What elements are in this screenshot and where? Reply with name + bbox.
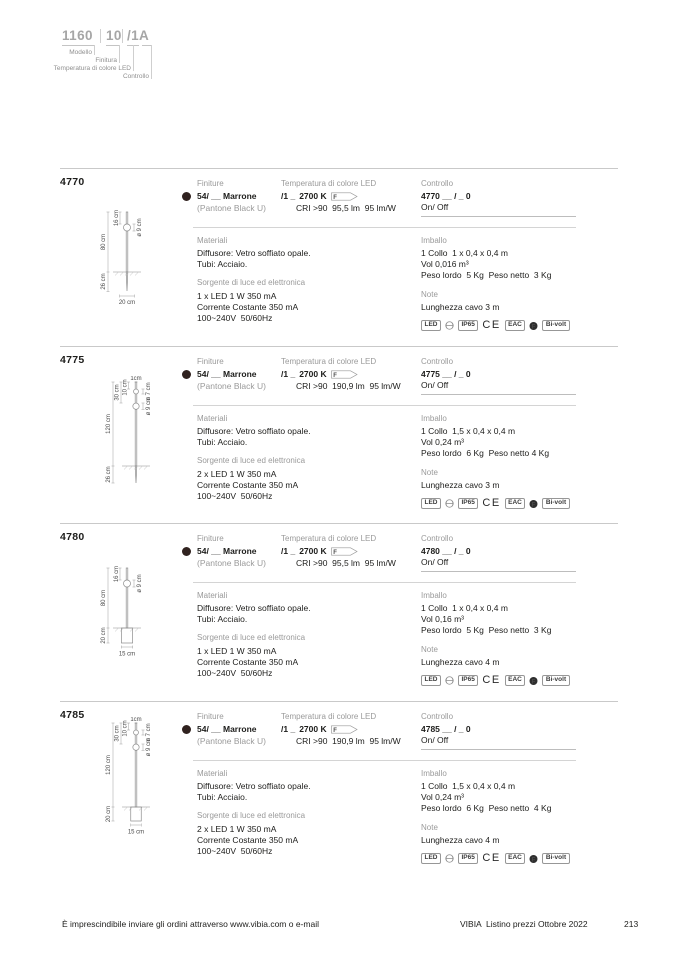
page-number: 213 [624,919,639,929]
temp-code: /1 _ [281,191,296,202]
finish-row [182,369,282,380]
cri-specs: CRI >90 95,5 lm 95 lm/W [296,558,396,569]
pantone-note: (Pantone Black U) [197,203,266,214]
globe-icon [445,321,454,330]
product-section [0,523,677,701]
kelvin-value: 2700 K [299,191,327,202]
badge-ip65: IP65 [458,675,478,687]
finish-swatch [182,547,191,556]
certification-badges [421,675,616,687]
material-line: Tubi: Acciaio. [197,614,248,625]
svg-text:F: F [332,373,337,380]
dimension-label: 16 cm [114,565,120,583]
dimension-label: 80 cm [101,589,107,607]
light-source-heading: Sorgente di luce ed elettronica [197,633,306,643]
svg-text:F: F [532,324,536,331]
source-line: 1 x LED 1 W 350 mA [197,290,277,301]
legend-code-modello: 1160 [62,28,93,43]
dimension-label: 26 cm [106,466,112,483]
svg-text:F: F [332,550,337,557]
materials-heading: Materiali [197,414,228,423]
kelvin-value: 2700 K [299,369,327,380]
column-rule [193,582,576,583]
packaging-line: Vol 0,24 m³ [421,437,464,448]
kelvin-value: 2700 K [299,724,327,735]
led-temp-heading: Temperatura di colore LED [281,357,377,366]
packaging-heading: Imballo [421,769,447,778]
column-rule [193,227,576,228]
control-heading: Controllo [421,179,454,188]
f-mark-icon [529,321,538,331]
dimension-label: 20 cm [106,805,112,823]
f-tag-icon [331,192,358,201]
packaging-column [421,769,616,864]
packaging-line: Vol 0,016 m³ [421,259,469,270]
light-source-heading: Sorgente di luce ed elettronica [197,456,306,466]
led-temp-heading: Temperatura di colore LED [281,712,377,721]
legend-dash [142,45,151,46]
dimension-label: 120 cm [106,755,112,775]
packaging-line: Vol 0,16 m³ [421,614,464,625]
badge-eac: EAC [505,320,526,332]
legend-label-controllo: Controllo [122,73,149,80]
source-line: 1 x LED 1 W 350 mA [197,645,277,656]
dimension-label: 10 cm [122,720,129,737]
product-code: 4785 [60,709,85,721]
legend-tick [133,45,134,71]
badge-eac: EAC [505,498,526,510]
note-line: Lunghezza cavo 3 m [421,479,500,490]
footer-catalog-title: VIBIA Listino prezzi Ottobre 2022 [460,919,588,929]
finish-column [182,712,282,747]
badge-ip65: IP65 [458,320,478,332]
product-code: 4780 [60,531,85,543]
material-line: Tubi: Acciaio. [197,437,248,448]
badge-eac: EAC [505,675,526,687]
packaging-heading: Imballo [421,591,447,600]
certification-badges [421,320,616,332]
led-temp-value [281,191,421,202]
section-rule [60,701,618,702]
finish-row [182,191,282,202]
dimension-label: ø 9 cm [146,397,152,416]
dimension-label: ø 7 cm [146,723,152,742]
material-line: Tubi: Acciaio. [197,259,248,270]
control-heading: Controllo [421,357,454,366]
product-diagram [93,563,193,659]
legend-code-finitura: 10 [106,28,122,43]
note-line: Lunghezza cavo 4 m [421,656,500,667]
led-temp-column [281,357,421,392]
dimension-label: 20 cm [118,300,136,306]
section-rule [60,346,618,347]
svg-text:F: F [532,857,536,864]
kelvin-value: 2700 K [299,546,327,557]
product-section [0,701,677,879]
control-code: 4770 __ / _ 0 [421,191,471,202]
dimension-label: 30 cm [114,725,121,742]
packaging-line: 1 Collo 1,5 x 0,4 x 0,4 m [421,781,516,792]
svg-text:F: F [532,502,536,509]
note-heading: Note [421,467,438,477]
legend-label-modello: Modello [69,49,92,56]
f-mark-icon [529,854,538,864]
dimension-label: ø 9 cm [137,574,143,593]
finish-swatch [182,725,191,734]
note-line: Lunghezza cavo 4 m [421,834,500,845]
control-mode: On/ Off [421,380,576,395]
dimension-label: ø 7 cm [146,382,152,401]
pantone-note: (Pantone Black U) [197,558,266,569]
column-rule [193,760,576,761]
finish-swatch [182,192,191,201]
ce-mark: CE [482,497,501,510]
finish-label: 54/ __ Marrone [197,191,257,202]
badge-ip65: IP65 [458,498,478,510]
light-source-heading: Sorgente di luce ed elettronica [197,278,306,288]
badge-bivolt: Bi-volt [542,675,569,687]
led-temp-column [281,179,421,214]
badge-led: LED [421,853,441,865]
source-line: 100~240V 50/60Hz [197,490,273,501]
finish-row [182,546,282,557]
led-temp-column [281,712,421,747]
led-temp-heading: Temperatura di colore LED [281,534,377,543]
packaging-line: Peso lordo 6 Kg Peso netto 4 Kg [421,803,552,814]
materials-heading: Materiali [197,769,228,778]
badge-bivolt: Bi-volt [542,853,569,865]
ce-mark: CE [482,674,501,687]
finish-column [182,179,282,214]
finish-label: 54/ __ Marrone [197,369,257,380]
materials-column [197,414,382,502]
finish-heading: Finiture [197,357,224,366]
svg-text:F: F [532,679,536,686]
control-code: 4780 __ / _ 0 [421,546,471,557]
dimension-label: ø 9 cm [137,218,143,237]
badge-eac: EAC [505,853,526,865]
note-heading: Note [421,644,438,654]
product-code: 4775 [60,354,85,366]
control-column [421,179,576,217]
material-line: Diffusore: Vetro soffiato opale. [197,426,311,437]
note-heading: Note [421,822,438,832]
ce-mark: CE [482,319,501,332]
column-rule [193,405,576,406]
source-line: 100~240V 50/60Hz [197,667,273,678]
globe-icon [445,499,454,508]
materials-column [197,769,382,857]
temp-code: /1 _ [281,369,296,380]
packaging-column [421,236,616,331]
footer-order-note: È imprescindibile inviare gli ordini attraverso www.vibia.com o e-mail [62,919,319,929]
globe-icon [445,676,454,685]
finish-swatch [182,370,191,379]
finish-label: 54/ __ Marrone [197,724,257,735]
materials-column [197,236,382,324]
finish-row [182,724,282,735]
packaging-column [421,591,616,686]
dimension-label: 26 cm [101,273,107,290]
f-tag-icon [331,725,358,734]
dimension-label: 15 cm [118,651,136,658]
pantone-note: (Pantone Black U) [197,736,266,747]
section-rule [60,523,618,524]
control-heading: Controllo [421,712,454,721]
dimension-label: 1cm [130,717,142,723]
temp-code: /1 _ [281,546,296,557]
finish-column [182,534,282,569]
cri-specs: CRI >90 190,9 lm 95 lm/W [296,381,401,392]
materials-heading: Materiali [197,236,228,245]
legend-tick [151,45,152,79]
control-code: 4775 __ / _ 0 [421,369,471,380]
finish-column [182,357,282,392]
badge-ip65: IP65 [458,853,478,865]
packaging-line: 1 Collo 1,5 x 0,4 x 0,4 m [421,426,516,437]
certification-badges [421,853,616,865]
packaging-line: Peso lordo 6 Kg Peso netto 4 Kg [421,448,550,459]
product-diagram [93,207,193,307]
ce-mark: CE [482,852,501,865]
legend-tick [119,45,120,63]
legend-tick [94,45,95,55]
packaging-line: 1 Collo 1 x 0,4 x 0,4 m [421,603,508,614]
packaging-line: Vol 0,24 m³ [421,792,464,803]
source-line: Corrente Costante 350 mA [197,834,299,845]
source-line: Corrente Costante 350 mA [197,479,299,490]
dimension-label: ø 9 cm [146,738,152,757]
packaging-line: Peso lordo 5 Kg Peso netto 3 Kg [421,625,552,636]
packaging-heading: Imballo [421,414,447,423]
control-mode: On/ Off [421,202,576,217]
finish-heading: Finiture [197,534,224,543]
packaging-column [421,414,616,509]
f-tag-icon [331,547,358,556]
control-heading: Controllo [421,534,454,543]
led-temp-value [281,546,421,557]
source-line: 2 x LED 1 W 350 mA [197,468,277,479]
globe-icon [445,854,454,863]
packaging-line: Peso lordo 5 Kg Peso netto 3 Kg [421,270,552,281]
source-line: Corrente Costante 350 mA [197,301,299,312]
temp-code: /1 _ [281,724,296,735]
led-temp-value [281,724,421,735]
product-code: 4770 [60,176,85,188]
control-column [421,357,576,395]
f-mark-icon [529,499,538,509]
legend-separator [100,29,101,43]
f-tag-icon [331,370,358,379]
source-line: 2 x LED 1 W 350 mA [197,823,277,834]
finish-heading: Finiture [197,712,224,721]
materials-heading: Materiali [197,591,228,600]
product-section [0,168,677,346]
product-section [0,346,677,524]
led-temp-heading: Temperatura di colore LED [281,179,377,188]
badge-led: LED [421,675,441,687]
source-line: Corrente Costante 350 mA [197,656,299,667]
control-column [421,534,576,572]
legend-dash [62,45,94,46]
legend-code-temp-controllo: /1A [127,28,150,43]
material-line: Tubi: Acciaio. [197,792,248,803]
badge-led: LED [421,320,441,332]
material-line: Diffusore: Vetro soffiato opale. [197,248,311,259]
dimension-label: 10 cm [122,379,129,396]
packaging-line: 1 Collo 1 x 0,4 x 0,4 m [421,248,508,259]
dimension-label: 30 cm [114,384,121,401]
control-code: 4785 __ / _ 0 [421,724,471,735]
dimension-label: 1cm [130,376,142,382]
dimension-label: 20 cm [101,627,107,644]
dimension-label: 16 cm [114,209,120,227]
badge-led: LED [421,498,441,510]
source-line: 100~240V 50/60Hz [197,312,273,323]
legend-dash [106,45,119,46]
dimension-label: 15 cm [127,829,145,836]
legend-separator [122,29,123,43]
section-rule [60,168,618,169]
light-source-heading: Sorgente di luce ed elettronica [197,811,306,821]
source-line: 100~240V 50/60Hz [197,845,273,856]
cri-specs: CRI >90 190,9 lm 95 lm/W [296,736,401,747]
legend-label-temperatura: Temperatura di colore LED [53,65,131,72]
product-diagram [100,376,200,490]
svg-text:F: F [332,195,337,202]
badge-bivolt: Bi-volt [542,498,569,510]
f-mark-icon [529,676,538,686]
led-temp-column [281,534,421,569]
packaging-heading: Imballo [421,236,447,245]
certification-badges [421,498,616,510]
pantone-note: (Pantone Black U) [197,381,266,392]
dimension-label: 120 cm [106,414,112,434]
finish-label: 54/ __ Marrone [197,546,257,557]
materials-column [197,591,382,679]
control-mode: On/ Off [421,557,576,572]
material-line: Diffusore: Vetro soffiato opale. [197,603,311,614]
note-line: Lunghezza cavo 3 m [421,301,500,312]
cri-specs: CRI >90 95,5 lm 95 lm/W [296,203,396,214]
svg-text:F: F [332,728,337,735]
material-line: Diffusore: Vetro soffiato opale. [197,781,311,792]
control-column [421,712,576,750]
note-heading: Note [421,289,438,299]
led-temp-value [281,369,421,380]
control-mode: On/ Off [421,735,576,750]
finish-heading: Finiture [197,179,224,188]
dimension-label: 80 cm [101,233,107,251]
badge-bivolt: Bi-volt [542,320,569,332]
legend-label-finitura: Finitura [95,57,117,64]
